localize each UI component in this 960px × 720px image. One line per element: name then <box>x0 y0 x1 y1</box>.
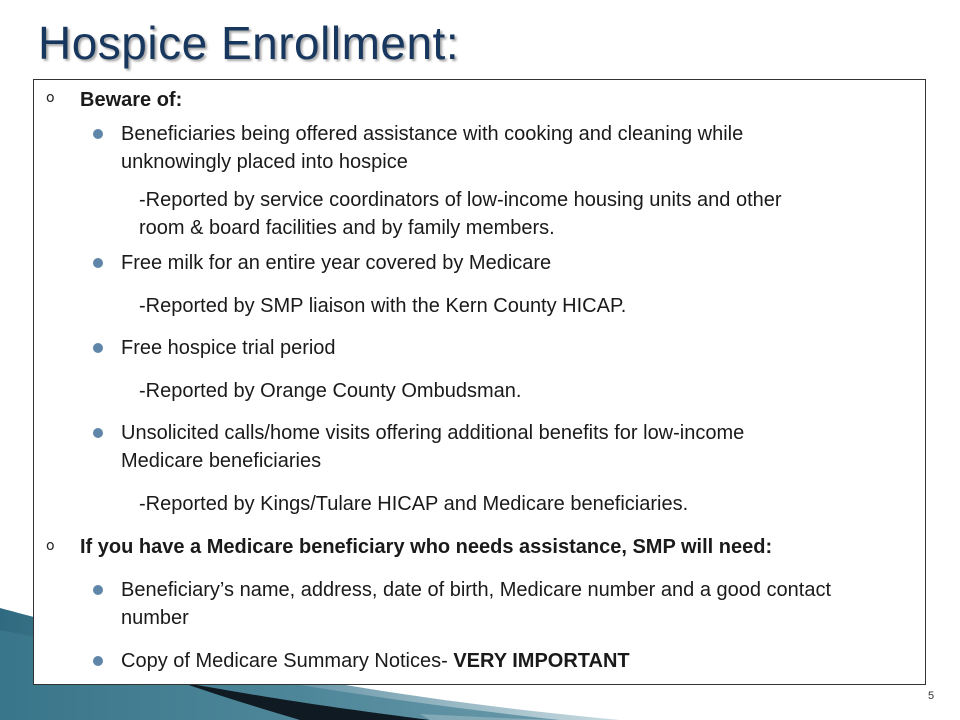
bullet-dot-icon <box>93 656 103 666</box>
needs-heading: If you have a Medicare beneficiary who needs assistance, SMP will need: <box>80 536 773 558</box>
bullet-dot-icon <box>93 258 103 268</box>
report-note: -Reported by SMP liaison with the Kern County HICAP. <box>139 295 627 317</box>
beware-item-line: Medicare beneficiaries <box>121 450 322 472</box>
bullet-dot-icon <box>93 343 103 353</box>
beware-item-line: Unsolicited calls/home visits offering additional benefits for low-income <box>121 422 745 444</box>
circle-bullet-icon: o <box>46 90 55 106</box>
page-number: 5 <box>928 690 935 702</box>
beware-heading: Beware of: <box>80 89 183 111</box>
bullet-dot-icon <box>93 585 103 595</box>
needs-item-line <box>121 647 630 675</box>
needs-item-line: number <box>121 607 189 629</box>
needs-item-text: Copy of Medicare Summary Notices- <box>121 650 454 672</box>
report-note: -Reported by Kings/Tulare HICAP and Medicare beneficiaries. <box>139 493 689 515</box>
beware-item-line: Free milk for an entire year covered by Medicare <box>121 252 552 274</box>
report-note: -Reported by Orange County Ombudsman. <box>139 380 522 402</box>
report-note: room & board facilities and by family members. <box>139 217 555 239</box>
important-emphasis: VERY IMPORTANT <box>453 650 630 672</box>
needs-item-line: Beneficiary’s name, address, date of birth, Medicare number and a good contact <box>121 579 832 601</box>
beware-item-line: Free hospice trial period <box>121 337 336 359</box>
bullet-dot-icon <box>93 129 103 139</box>
circle-bullet-icon: o <box>46 538 55 554</box>
report-note: -Reported by service coordinators of low-income housing units and other <box>139 189 782 211</box>
bullet-dot-icon <box>93 428 103 438</box>
beware-item-line: unknowingly placed into hospice <box>121 151 408 173</box>
content-box <box>33 79 926 685</box>
slide-title: Hospice Enrollment: <box>38 17 460 69</box>
beware-item-line: Beneficiaries being offered assistance with cooking and cleaning while <box>121 123 744 145</box>
